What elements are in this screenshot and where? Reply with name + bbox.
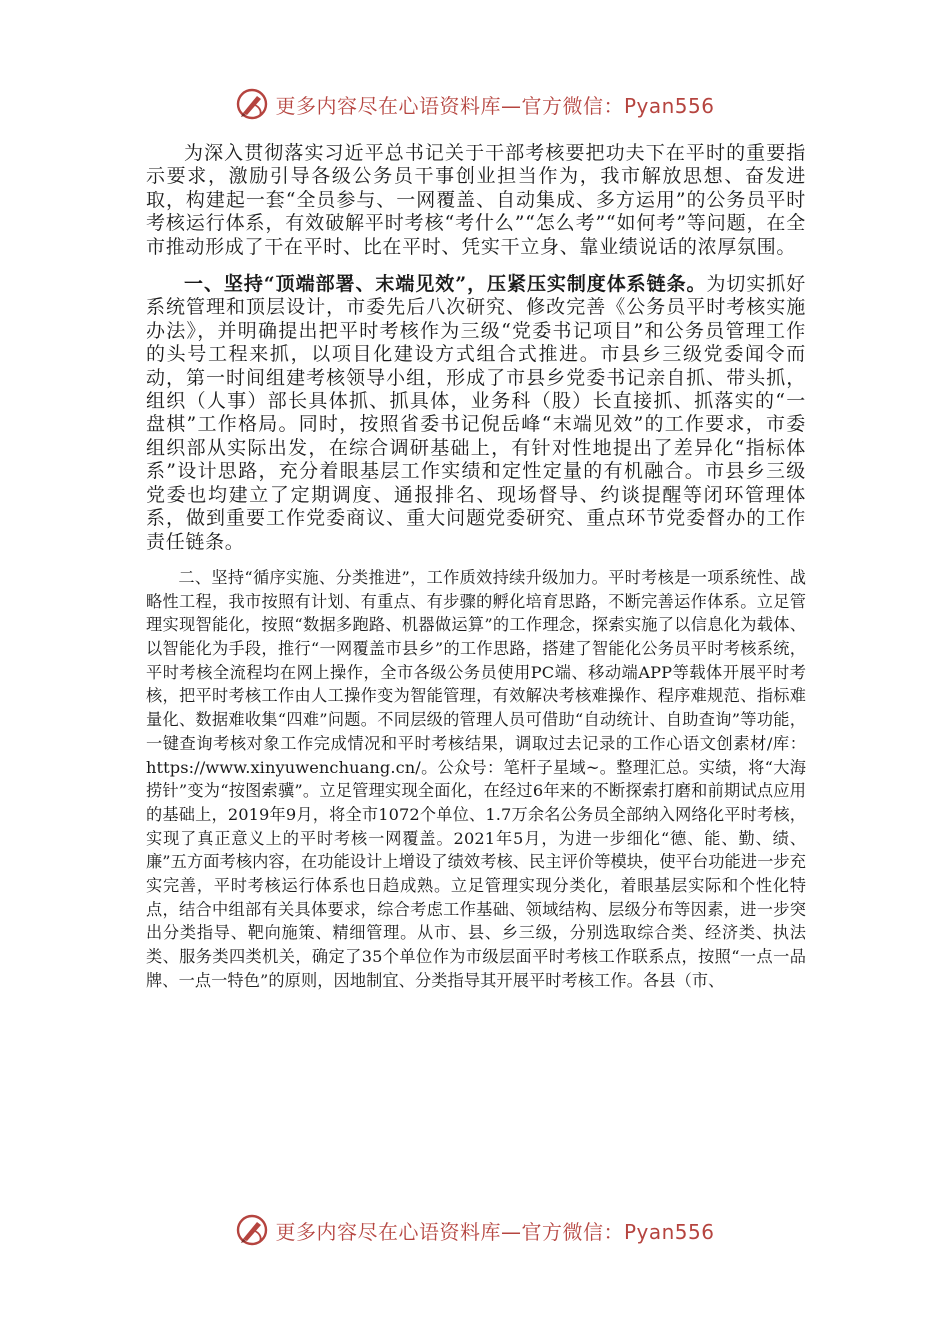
- pen-logo-icon: [235, 87, 269, 121]
- paragraph-text: 为深入贯彻落实习近平总书记关于干部考核要把功夫下在平时的重要指示要求，激励引导各级公务员干事创业担当作为，我市解放思想、奋发进取，构建起一套“全员参与、一网覆盖、自动集成、多方运用”的公务员平时考核运行体系，有效破解平时考核“考什么”“怎么考”“如何考”等问题，在全市推动形成了干在平时、比在平时、凭实干立身、靠业绩说话的浓厚氛围。: [146, 142, 806, 258]
- section-one-heading: 一、坚持“顶端部署、末端见效”，压紧压实制度体系链条。: [184, 273, 707, 296]
- paragraph-text: 为切实抓好系统管理和顶层设计，市委先后八次研究、修改完善《公务员平时考核实施办法》，并明确提出把平时考核作为三级“党委书记项目”和公务员管理工作的头号工程来抓，以项目化建设方式组合式推进。市县乡三级党委闻令而动，第一时间组建考核领导小组，形成了市县乡党委书记亲自抓、带头抓，组织（人事）部长具体抓、抓具体，业务科（股）长直接抓、抓落实的“一盘棋”工作格局。同时，按照省委书记倪岳峰“末端见效”的工作要求，市委组织部从实际出发，在综合调研基础上，有针对性地提出了差异化“指标体系”设计思路，充分着眼基层工作实绩和定性定量的有机融合。市县乡三级党委也均建立了定期调度、通报排名、现场督导、约谈提醒等闭环管理体系，做到重要工作党委商议、重大问题党委研究、重点环节党委督办的工作责任链条。: [146, 273, 806, 553]
- pen-logo-icon: [235, 1213, 269, 1247]
- paragraph-text: 二、坚持“循序实施、分类推进”，工作质效持续升级加力。平时考核是一项系统性、战略性工程，我市按照有计划、有重点、有步骤的孵化培育思路，不断完善运作体系。立足管理实现智能化，按照“数据多跑路、机器做运算”的工作理念，探索实施了以信息化为载体、以智能化为手段，推行“一网覆盖市县乡”的工作思路，搭建了智能化公务员平时考核系统，平时考核全流程均在网上操作，全市各级公务员使用PC端、移动端APP等载体开展平时考核，把平时考核工作由人工操作变为智能管理，有效解决考核难操作、程序难规范、指标难量化、数据难收集“四难”问题。不同层级的管理人员可借助“自动统计、自助查询”等功能，一键查询考核对象工作完成情况和平时考核结果，调取过去记录的工作心语文创素材/库：https://www.xinyuwenchuang.cn/。公众号：笔杆子星域~。整理汇总。实绩，将“大海捞针”变为“按图索骥”。立足管理实现全面化，在经过6年来的不断探索打磨和前期试点应用的基础上，2019年9月，将全市1072个单位、1.7万余名公务员全部纳入网络化平时考核，实现了真正意义上的平时考核一网覆盖。2021年5月，为进一步细化“德、能、勤、绩、廉”五方面考核内容，在功能设计上增设了绩效考核、民主评价等模块，使平台功能进一步充实完善，平时考核运行体系也日趋成熟。立足管理实现分类化，着眼基层实际和个性化特点，结合中组部有关具体要求，综合考虑工作基础、领域结构、层级分布等因素，进一步突出分类指导、靶向施策、精细管理。从市、县、乡三级，分别选取综合类、经济类、执法类、服务类四类机关，确定了35个单位作为市级层面平时考核工作联系点，按照“一点一品牌、一点一特色”的原则，因地制宜、分类指导其开展平时考核工作。各县（市、: [146, 567, 806, 990]
- watermark-text: 更多内容尽在心语资料库—官方微信：Pyan556: [275, 1219, 715, 1244]
- footer-watermark: [0, 1212, 950, 1248]
- header-watermark: [0, 86, 950, 122]
- section-two-paragraph: [146, 566, 806, 993]
- intro-paragraph: [146, 142, 806, 259]
- document-body: [146, 142, 806, 993]
- section-one-paragraph: [146, 273, 806, 554]
- watermark-text: 更多内容尽在心语资料库—官方微信：Pyan556: [275, 93, 715, 118]
